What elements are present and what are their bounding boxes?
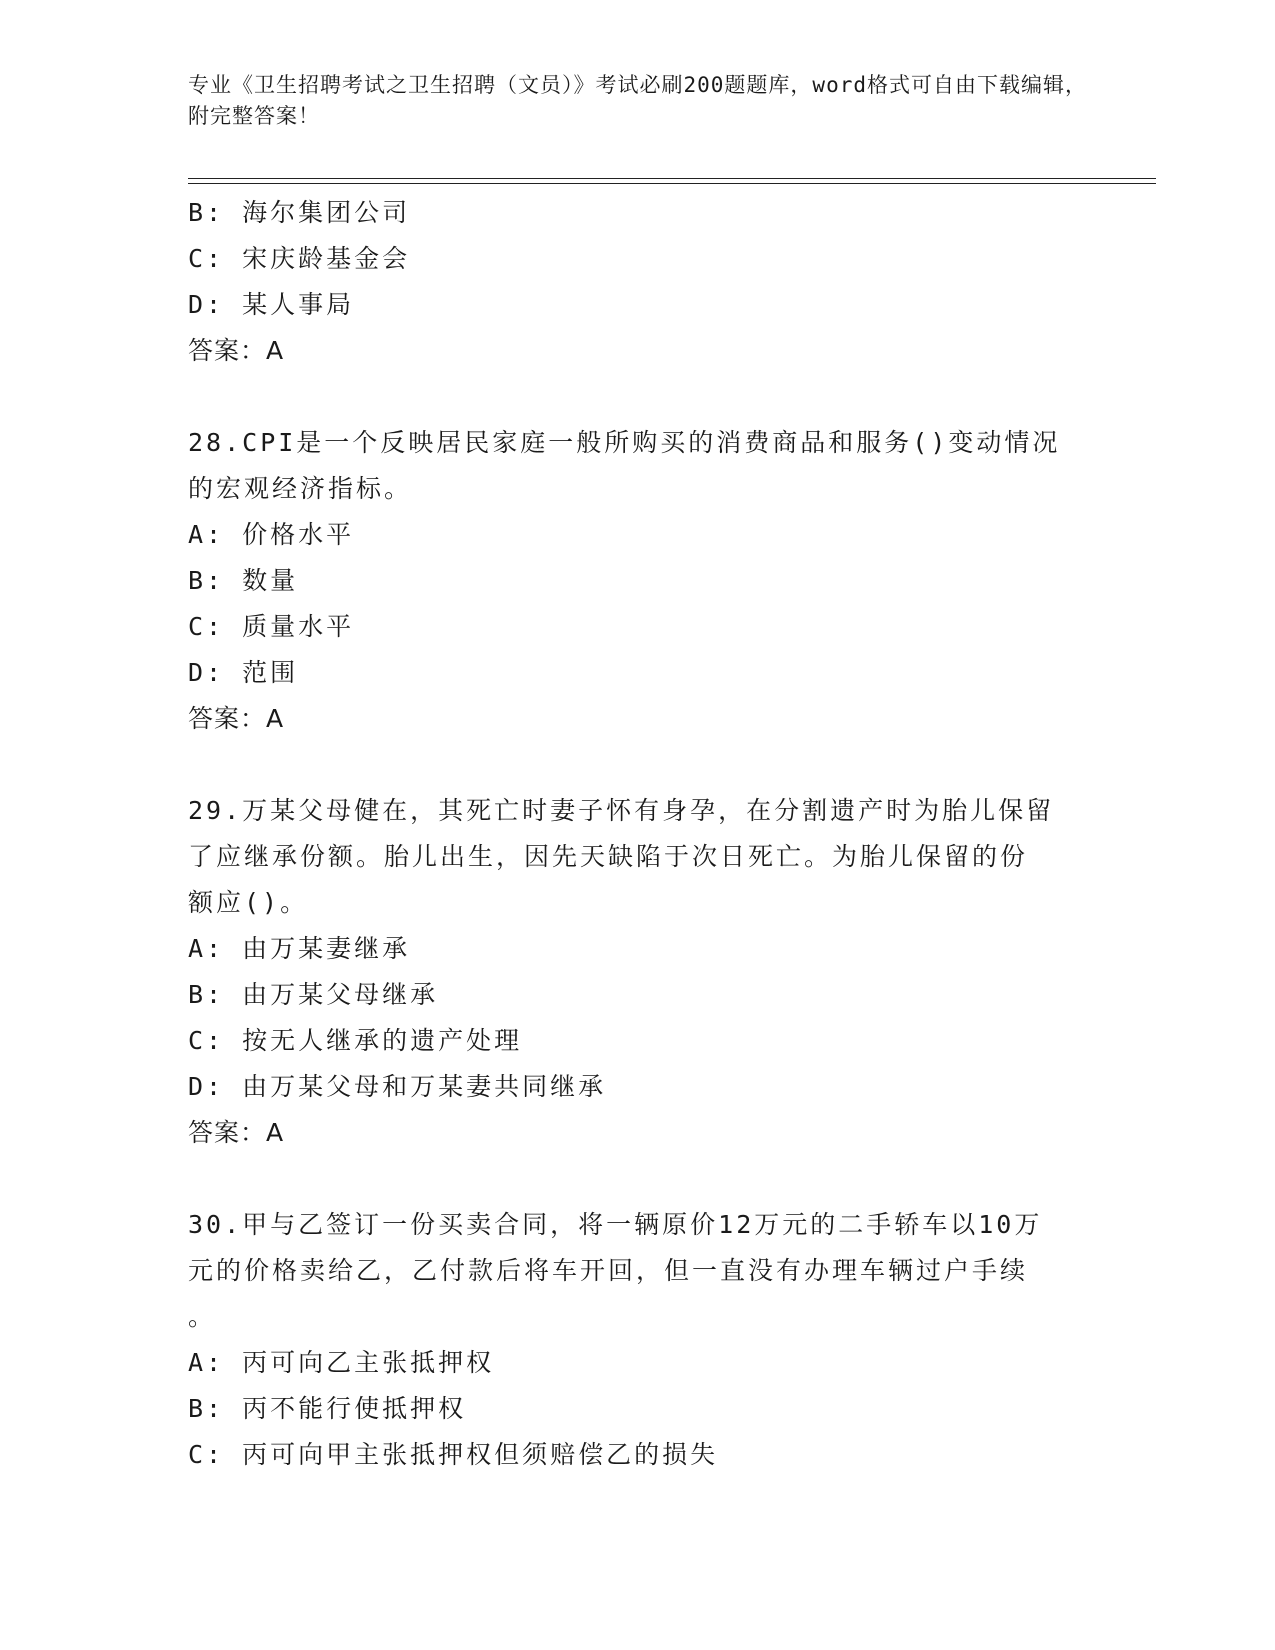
answer-line: 答案：A [188,1118,285,1147]
question-29 [188,788,1088,1156]
document-header: 专业《卫生招聘考试之卫生招聘（文员）》考试必刷200题题库，word格式可自由下载编辑，附完整答案！ [188,73,1087,128]
document-body [188,190,1088,1478]
question-27-continued [188,190,1088,374]
question-text-line: 元的价格卖给乙，乙付款后将车开回，但一直没有办理车辆过户手续 [188,1256,1029,1285]
question-text-line: 了应继承份额。胎儿出生，因先天缺陷于次日死亡。为胎儿保留的份 [188,842,1029,871]
question-text-line: 28.CPI是一个反映居民家庭一般所购买的消费商品和服务()变动情况 [188,428,1061,457]
option-b: B: 丙不能行使抵押权 [188,1394,467,1423]
option-c: C: 丙可向甲主张抵押权但须赔偿乙的损失 [188,1440,719,1469]
option-d: D: 由万某父母和万某妻共同继承 [188,1072,607,1101]
option-d: D: 某人事局 [188,290,355,319]
question-30 [188,1202,1088,1478]
question-text-line: 的宏观经济指标。 [188,474,413,503]
answer-line: 答案：A [188,704,285,733]
option-c: C: 宋庆龄基金会 [188,244,411,273]
question-text-line: 30.甲与乙签订一份买卖合同，将一辆原价12万元的二手轿车以10万 [188,1210,1043,1239]
answer-line: 答案：A [188,336,285,365]
question-28 [188,420,1088,742]
option-b: B: 数量 [188,566,299,595]
question-text-line: 额应()。 [188,888,309,917]
header-divider-bottom [188,183,1156,184]
option-c: C: 质量水平 [188,612,355,641]
option-b: B: 由万某父母继承 [188,980,439,1009]
option-b: B: 海尔集团公司 [188,198,411,227]
option-a: A: 丙可向乙主张抵押权 [188,1348,495,1377]
question-text-line: 29.万某父母健在，其死亡时妻子怀有身孕，在分割遗产时为胎儿保留 [188,796,1055,825]
option-a: A: 由万某妻继承 [188,934,411,963]
option-d: D: 范围 [188,658,299,687]
header-divider-top [188,178,1156,179]
question-text-line: 。 [188,1302,217,1331]
option-c: C: 按无人继承的遗产处理 [188,1026,523,1055]
option-a: A: 价格水平 [188,520,355,549]
